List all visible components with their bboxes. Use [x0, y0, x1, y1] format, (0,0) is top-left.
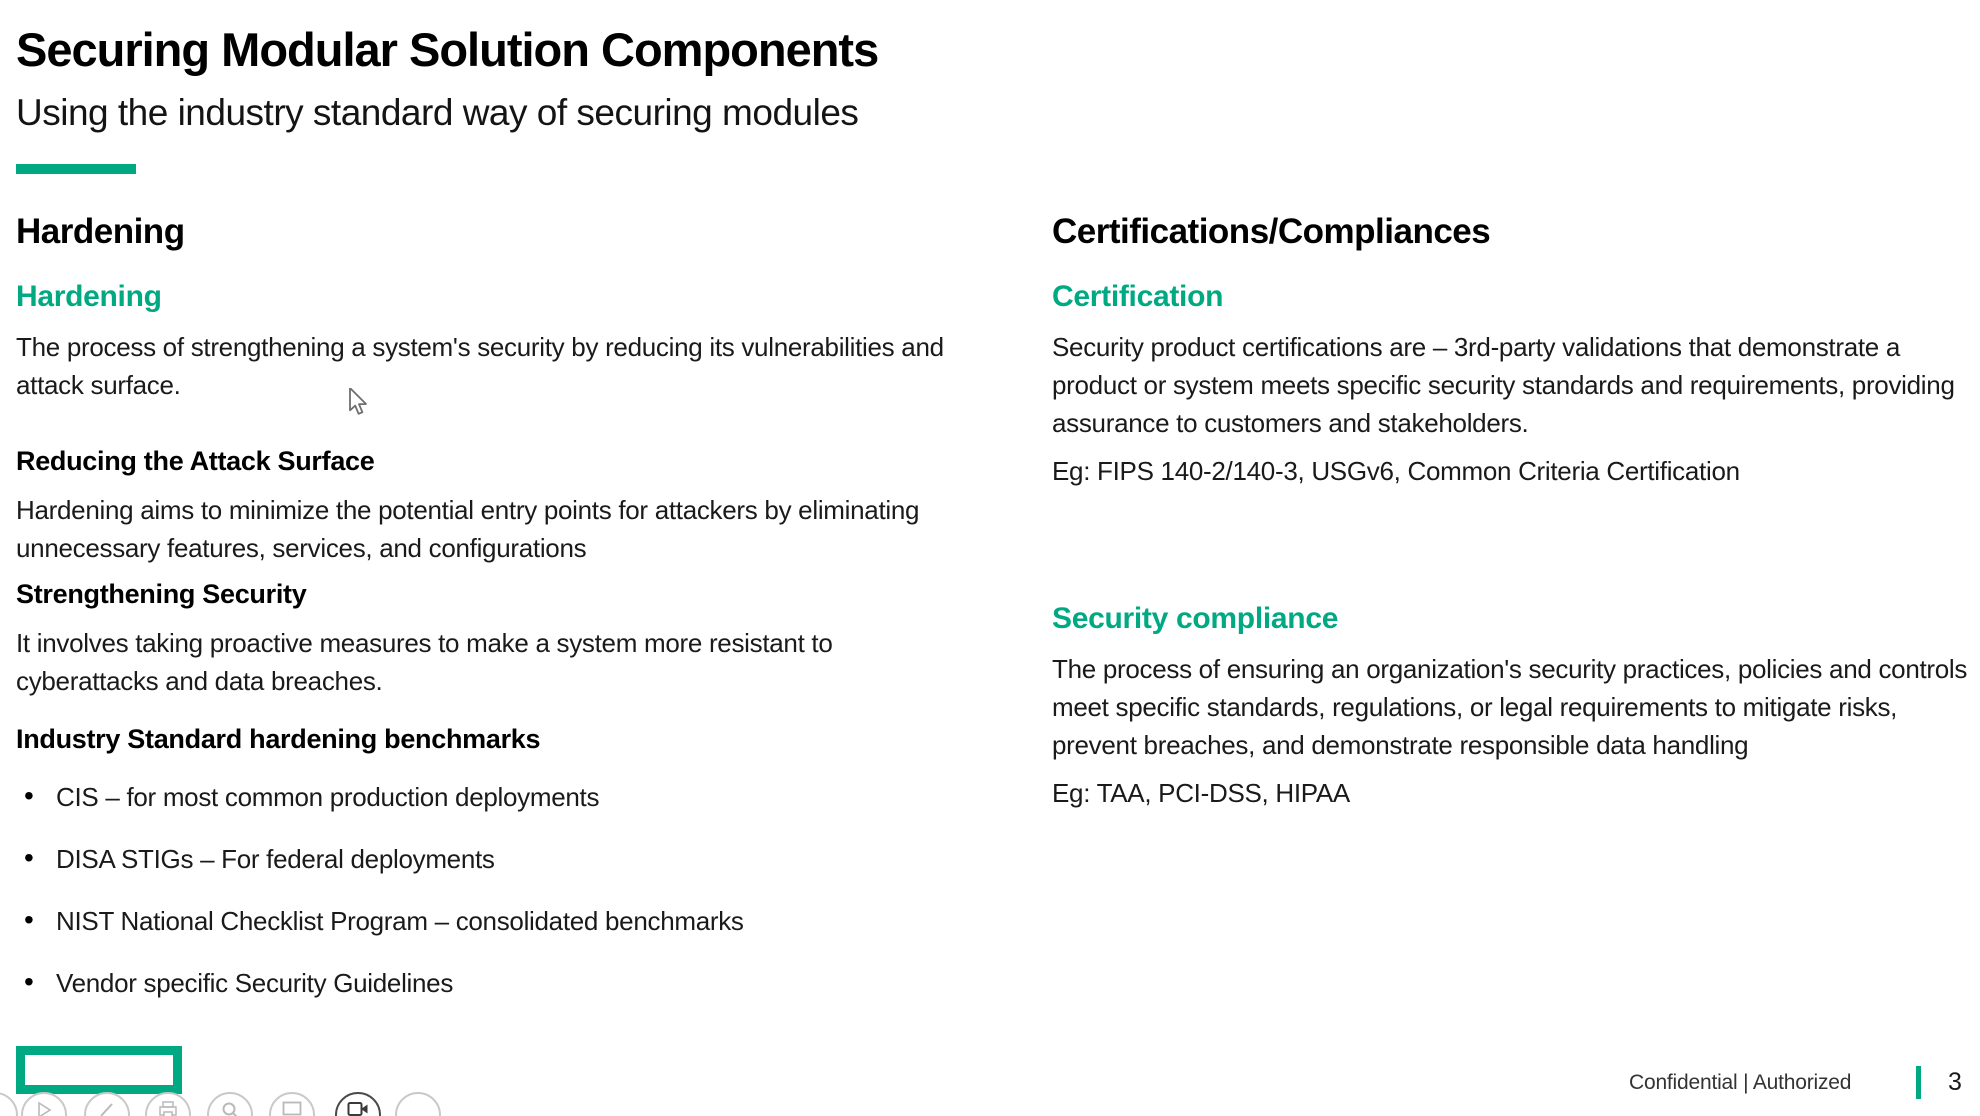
screen-share-icon: [282, 1094, 302, 1116]
strengthening-security-body: It involves taking proactive measures to make a system more resistant to cyberattacks and data breaches.: [16, 628, 833, 696]
hardening-heading: Hardening: [16, 212, 185, 251]
certification-body: Security product certifications are – 3rd-party validations that demonstrate a product or system meets specific security standards and requirements, providing assurance to customers and stakeholders.: [1052, 332, 1955, 438]
accent-rule: [16, 164, 136, 174]
certifications-column: [1052, 212, 1980, 812]
slide-title: Securing Modular Solution Components: [16, 23, 879, 76]
slide-subtitle: Using the industry standard way of securing modules: [16, 92, 859, 133]
confidentiality-label: Confidential | Authorized: [1629, 1071, 1852, 1094]
security-compliance-subheading: Security compliance: [1052, 602, 1339, 635]
search-icon: [221, 1094, 239, 1116]
list-item: • CIS – for most common production deployments: [16, 783, 961, 811]
reducing-attack-surface-title: Reducing the Attack Surface: [16, 446, 375, 476]
toolbar-button-partial[interactable]: [0, 1092, 18, 1116]
list-item: • NIST National Checklist Program – consolidated benchmarks: [16, 907, 961, 935]
page-number: 3: [1948, 1068, 1962, 1096]
screen-share-button[interactable]: [269, 1092, 315, 1116]
hardening-column: [16, 212, 961, 1031]
search-button[interactable]: [207, 1092, 253, 1116]
printer-icon: [158, 1094, 178, 1116]
meeting-toolbar: [0, 1092, 520, 1116]
pencil-icon: [98, 1094, 116, 1116]
security-compliance-body: The process of ensuring an organization's security practices, policies and controls meet specific standards, regulations, or legal requirements to mitigate risks, prevent breaches, and demonstrate responsible data handling: [1052, 654, 1968, 760]
hpe-logo: [16, 1046, 182, 1094]
certification-subheading: Certification: [1052, 280, 1224, 313]
footer-accent-bar: [1916, 1066, 1921, 1099]
toolbar-button-more[interactable]: [395, 1092, 441, 1116]
annotate-button[interactable]: [84, 1092, 130, 1116]
benchmarks-list: [16, 783, 961, 997]
mouse-cursor: [348, 388, 374, 423]
video-camera-button[interactable]: [335, 1092, 381, 1116]
reducing-attack-surface-body: Hardening aims to minimize the potential entry points for attackers by eliminating unnecessary features, services, and configurations: [16, 495, 920, 563]
hardening-definition: The process of strengthening a system's security by reducing its vulnerabilities and attack surface.: [16, 332, 944, 400]
security-compliance-examples: Eg: TAA, PCI-DSS, HIPAA: [1052, 778, 1350, 808]
play-button[interactable]: [21, 1092, 67, 1116]
list-item: • Vendor specific Security Guidelines: [16, 969, 961, 997]
certification-examples: Eg: FIPS 140-2/140-3, USGv6, Common Criteria Certification: [1052, 456, 1740, 486]
video-camera-icon: [347, 1094, 369, 1116]
play-icon: [35, 1094, 53, 1116]
benchmarks-title: Industry Standard hardening benchmarks: [16, 724, 541, 754]
certifications-heading: Certifications/Compliances: [1052, 212, 1491, 251]
list-item: • DISA STIGs – For federal deployments: [16, 845, 961, 873]
print-button[interactable]: [145, 1092, 191, 1116]
strengthening-security-title: Strengthening Security: [16, 579, 307, 609]
hardening-subheading: Hardening: [16, 280, 162, 313]
